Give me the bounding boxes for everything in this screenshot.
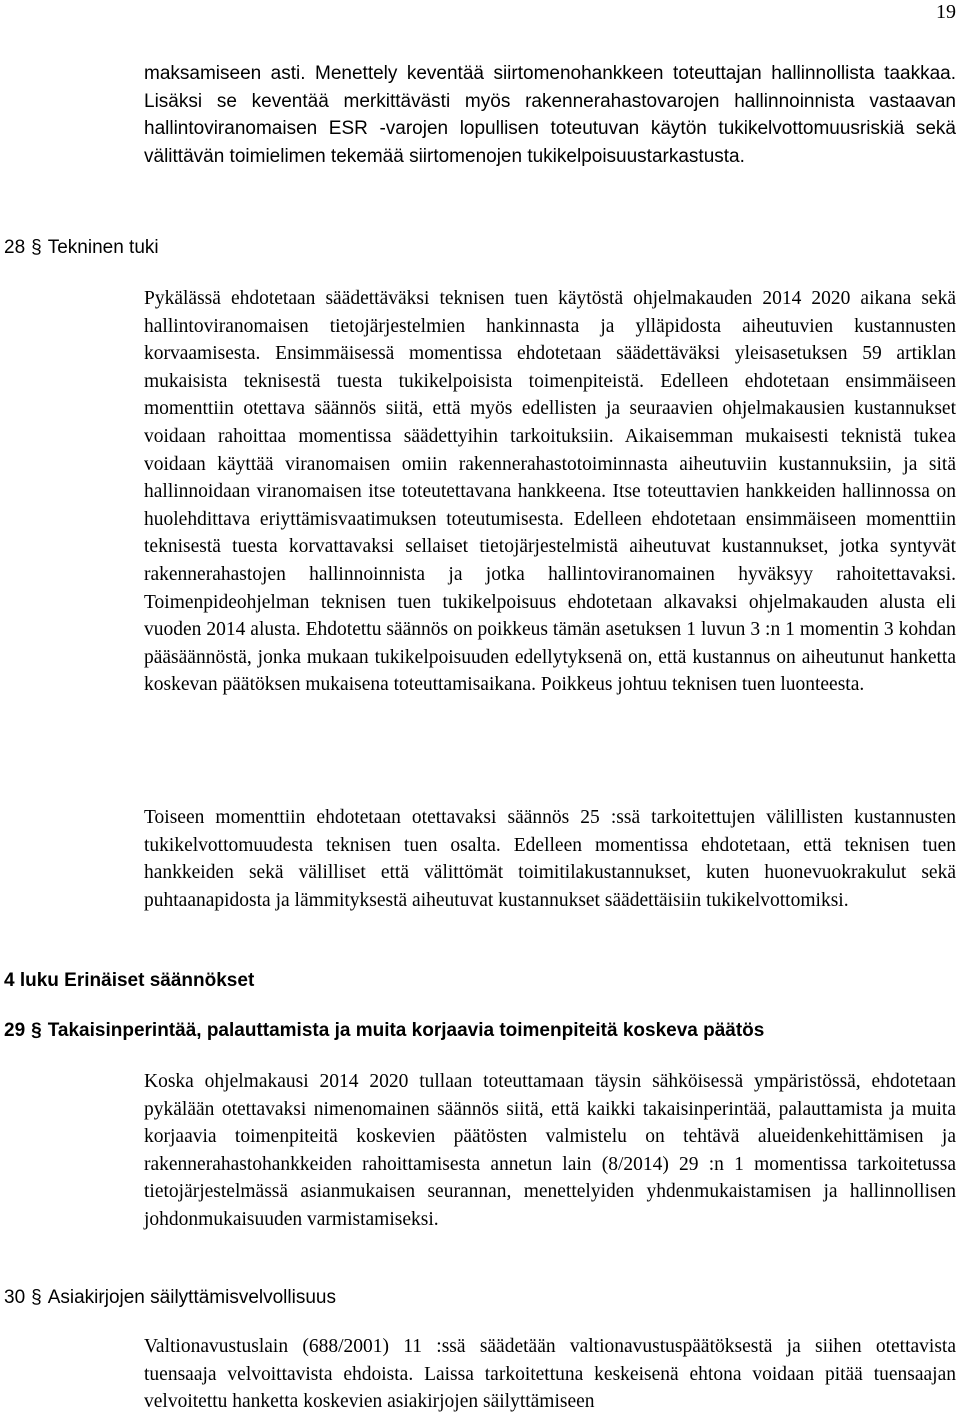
section-mark: §: [31, 237, 42, 258]
page-number: 19: [936, 1, 956, 23]
intro-paragraph: maksamiseen asti. Menettely keventää siirtomenohankkeen toteuttajan hallinnollista taakkaa. Lisäksi se keventää merkittävästi myös rakennerahastovarojen hallinnoinnista vastaavan hallintoviranomaisen ESR -varojen lopullisen toteutuvan käytön tukikelvottomuusriskiä sekä välittävän toimielimen tekemää siirtomenojen tukikelpoisuustarkastusta.: [144, 63, 956, 167]
section-28-heading: [4, 236, 159, 260]
section-29-heading: [4, 1019, 764, 1043]
section-28-paragraph-1: Pykälässä ehdotetaan säädettäväksi teknisen tuen käytöstä ohjelmakauden 2014 2020 aikana sekä hallintoviranomaisen tietojärjestelmien hankinnasta ja ylläpidosta aiheutuvien kustannusten korvaamisesta. Ensimmäisessä momentissa ehdotetaan säädettäväksi yleisasetuksen 59 artiklan mukaisista teknisestä tuesta tukikelpoisista toimenpiteistä. Edelleen ehdotetaan ensimmäiseen momenttiin otettava säännös siitä, että myös edellisten ja seuraavien ohjelmakausien kustannukset voidaan rahoittaa momentissa säädettyihin tarkoituksiin. Aikaisemman mukaisesti teknistä tukea voidaan käyttää viranomaisen omiin rakennerahastotoiminnasta aiheutuviin kustannuksiin, ja sitä hallinnoidaan viranomaisen itse toteutettavana hankkeena. Itse toteuttavien hankkeiden hallinnossa on huolehdittava eriyttämisvaatimuksen toteutumisesta. Edelleen ehdotetaan ensimmäiseen momenttiin teknisestä tuesta korvattavaksi sellaiset tietojärjestelmistä aiheutuvat kustannukset, jotka syntyvät rakennerahastojen hallinnoinnista ja jotka hallintoviranomainen hyväksyy rahoitettavaksi. Toimenpideohjelman teknisen tuen tukikelpoisuus ehdotetaan alkavaksi ohjelmakauden alusta eli vuoden 2014 alusta. Ehdotettu säännös on poikkeus tämän asetuksen 1 luvun 3 :n 1 momentin 3 kohdan pääsäännöstä, jonka mukaan tukikelpoisuuden edellytyksenä on, että kustannus on aiheutunut hanketta koskevan päätöksen mukaisena toteuttamisaikana. Poikkeus johtuu teknisen tuen luonteesta.: [144, 288, 956, 696]
section-28-number: 28: [4, 237, 26, 258]
section-30-paragraph-1: Valtionavustuslain (688/2001) 11 :ssä säädetään valtionavustuspäätöksestä ja siihen otettavista tuensaaja velvoittavista ehdoista. Laissa tarkoitettuna keskeisenä ehtona voidaan pitää tuensaajan velvoitettu hanketta koskevien asiakirjojen säilyttämiseen: [144, 1336, 956, 1413]
section-mark: §: [31, 1287, 42, 1308]
section-28-paragraph-2: Toiseen momenttiin ehdotetaan otettavaksi säännös 25 :ssä tarkoitettujen välillisten kustannusten tukikelvottomuudesta teknisen tuen osalta. Edelleen momentissa ehdotetaan, että teknisen tuen hankkeiden sekä välilliset että välittömät toimitilakustannukset, kuten huonevuokrakulut sekä puhtaanapidosta ja lämmityksestä aiheutuvat kustannukset säädettäisiin tukikelvottomiksi.: [144, 807, 956, 911]
chapter-4-heading: 4 luku Erinäiset säännökset: [4, 970, 255, 991]
section-28-title: Tekninen tuki: [47, 237, 159, 258]
section-30-title: Asiakirjojen säilyttämisvelvollisuus: [47, 1287, 336, 1308]
section-29-number: 29: [4, 1020, 26, 1041]
section-29-paragraph-1: Koska ohjelmakausi 2014 2020 tullaan toteuttamaan täysin sähköisessä ympäristössä, ehdotetaan pykälään otettavaksi nimenomainen säännös siitä, että kaikki takaisinperintää, palauttamista ja muita korjaavia toimenpiteitä koskevien päätösten valmistelu on tehtävä alueidenkehittämisen ja rakennerahastohankkeiden rahoittamisesta annetun lain (8/2014) 29 :n 1 momentissa tarkoitetussa tietojärjestelmässä asianmukaisen seurannan, menettelyiden yhdenmukaistamisen ja hallinnollisen johdonmukaisuuden varmistamiseksi.: [144, 1071, 956, 1230]
section-30-number: 30: [4, 1287, 26, 1308]
section-mark: §: [31, 1020, 42, 1041]
section-29-title: Takaisinperintää, palauttamista ja muita korjaavia toimenpiteitä koskeva päätös: [47, 1020, 765, 1041]
section-30-heading: [4, 1286, 336, 1310]
